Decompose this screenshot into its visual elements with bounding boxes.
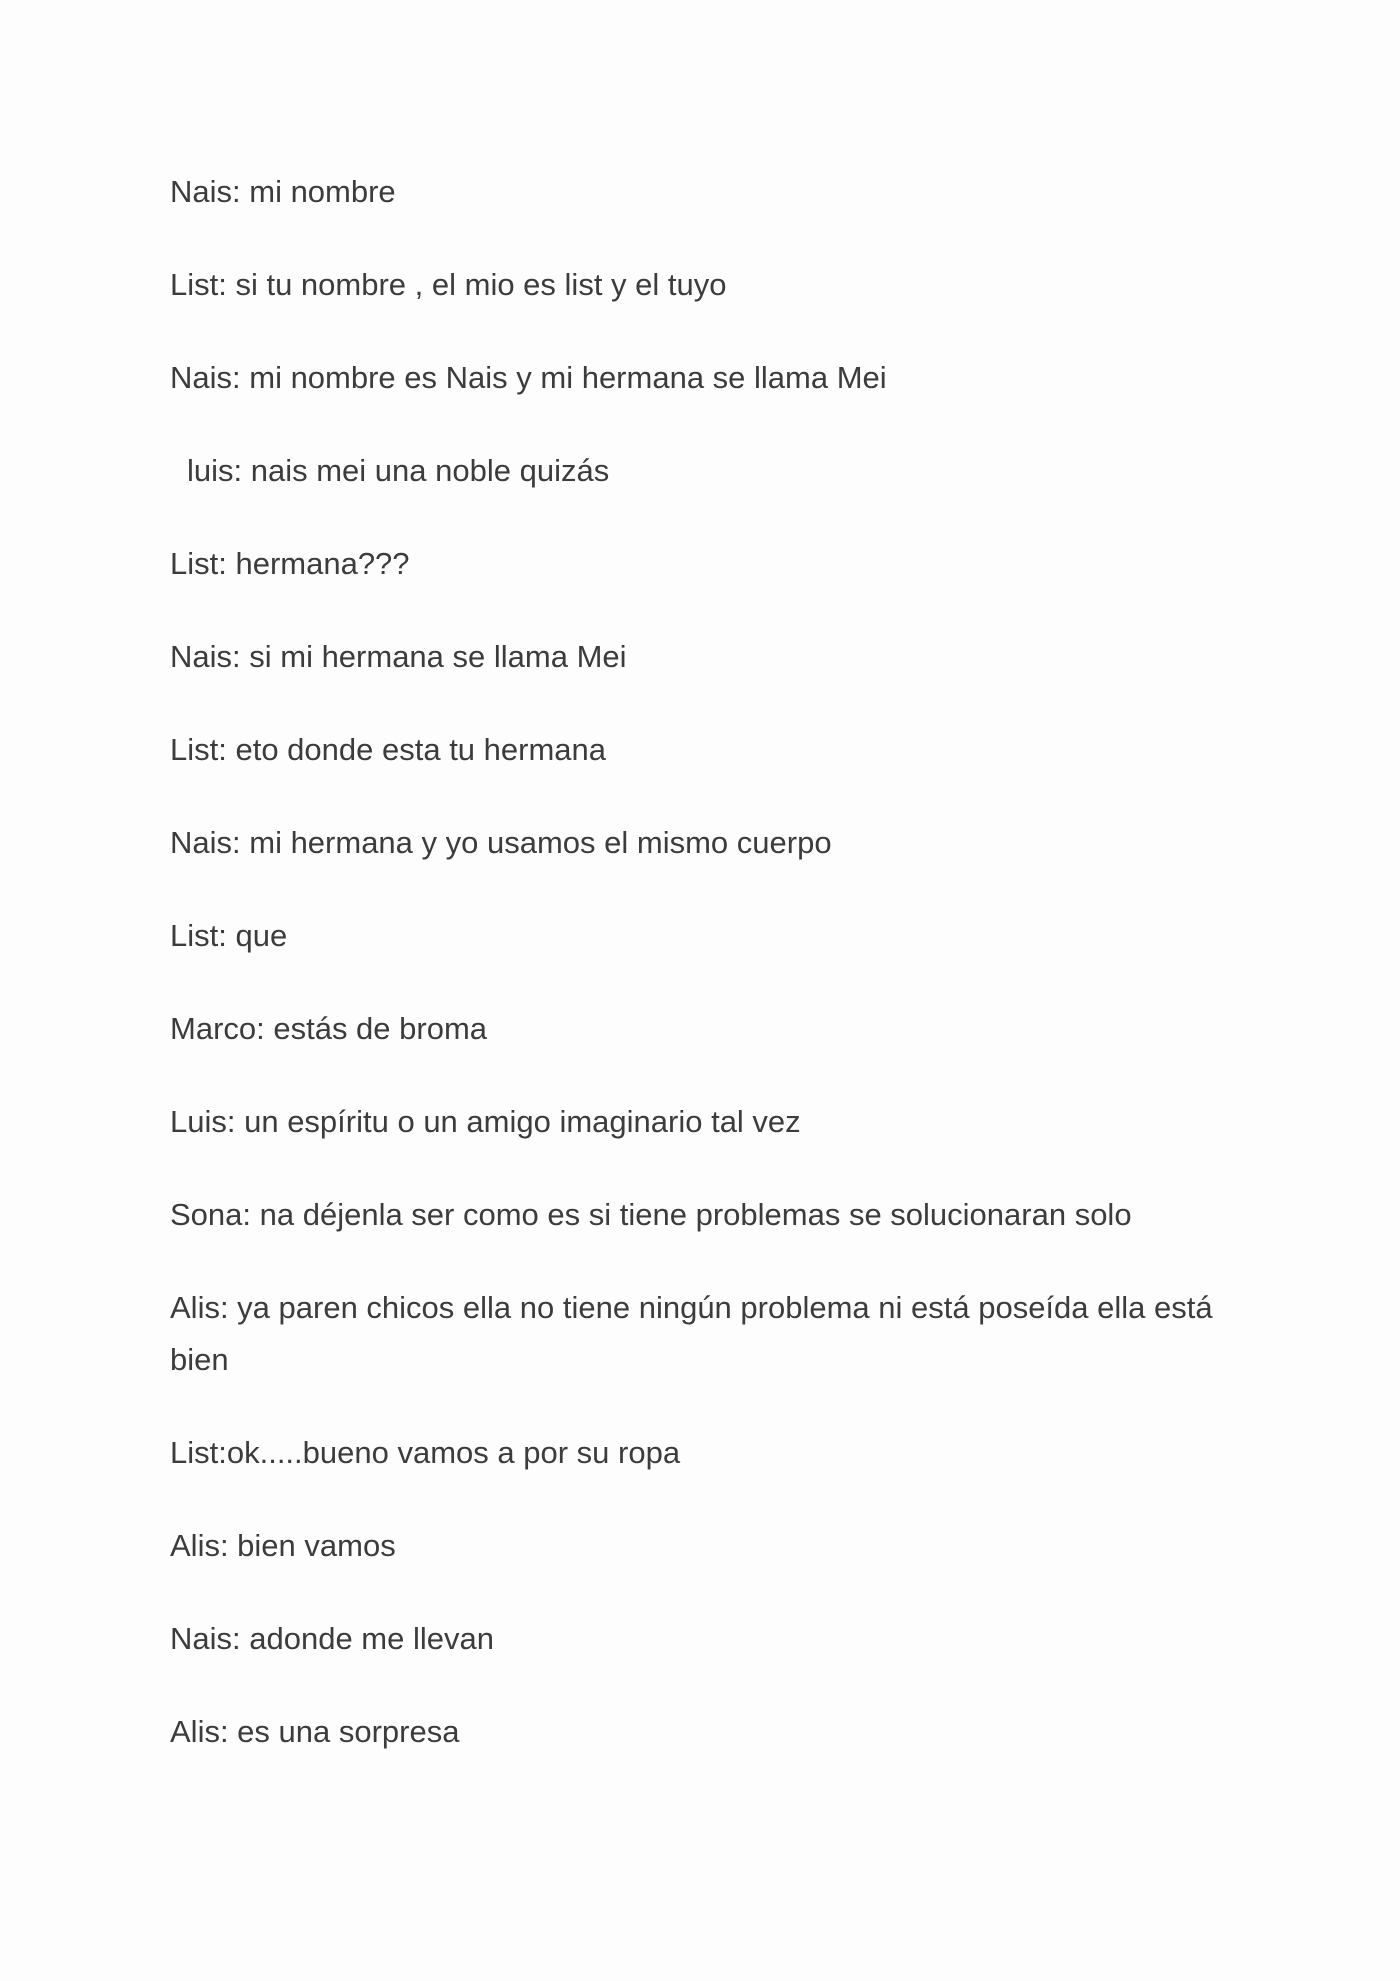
dialogue-line: Alis: bien vamos — [170, 1528, 396, 1563]
dialogue-line: List: eto donde esta tu hermana — [170, 732, 607, 767]
dialogue-line: List: que — [170, 918, 288, 953]
dialogue-line: Nais: mi nombre es Nais y mi hermana se llama Mei — [170, 360, 887, 395]
dialogue-line: List:ok.....bueno vamos a por su ropa — [170, 1435, 681, 1470]
dialogue-line: List: si tu nombre , el mio es list y el tuyo — [170, 267, 727, 302]
dialogue-line: Nais: si mi hermana se llama Mei — [170, 639, 627, 674]
dialogue-line: Nais: adonde me llevan — [170, 1621, 494, 1656]
dialogue-line: Nais: mi hermana y yo usamos el mismo cuerpo — [170, 825, 832, 860]
dialogue-line: Sona: na déjenla ser como es si tiene problemas se solucionaran solo — [170, 1197, 1132, 1232]
dialogue-line: List: hermana??? — [170, 546, 410, 581]
dialogue-line: Nais: mi nombre — [170, 174, 396, 209]
dialogue-text — [170, 166, 1250, 1799]
dialogue-line: luis: nais mei una noble quizás — [187, 453, 610, 488]
dialogue-line: Luis: un espíritu o un amigo imaginario tal vez — [170, 1104, 801, 1139]
dialogue-line: Marco: estás de broma — [170, 1011, 488, 1046]
dialogue-line: Alis: ya paren chicos ella no tiene ningún problema ni está poseída ella está bien — [170, 1290, 1213, 1377]
dialogue-line: Alis: es una sorpresa — [170, 1714, 460, 1749]
